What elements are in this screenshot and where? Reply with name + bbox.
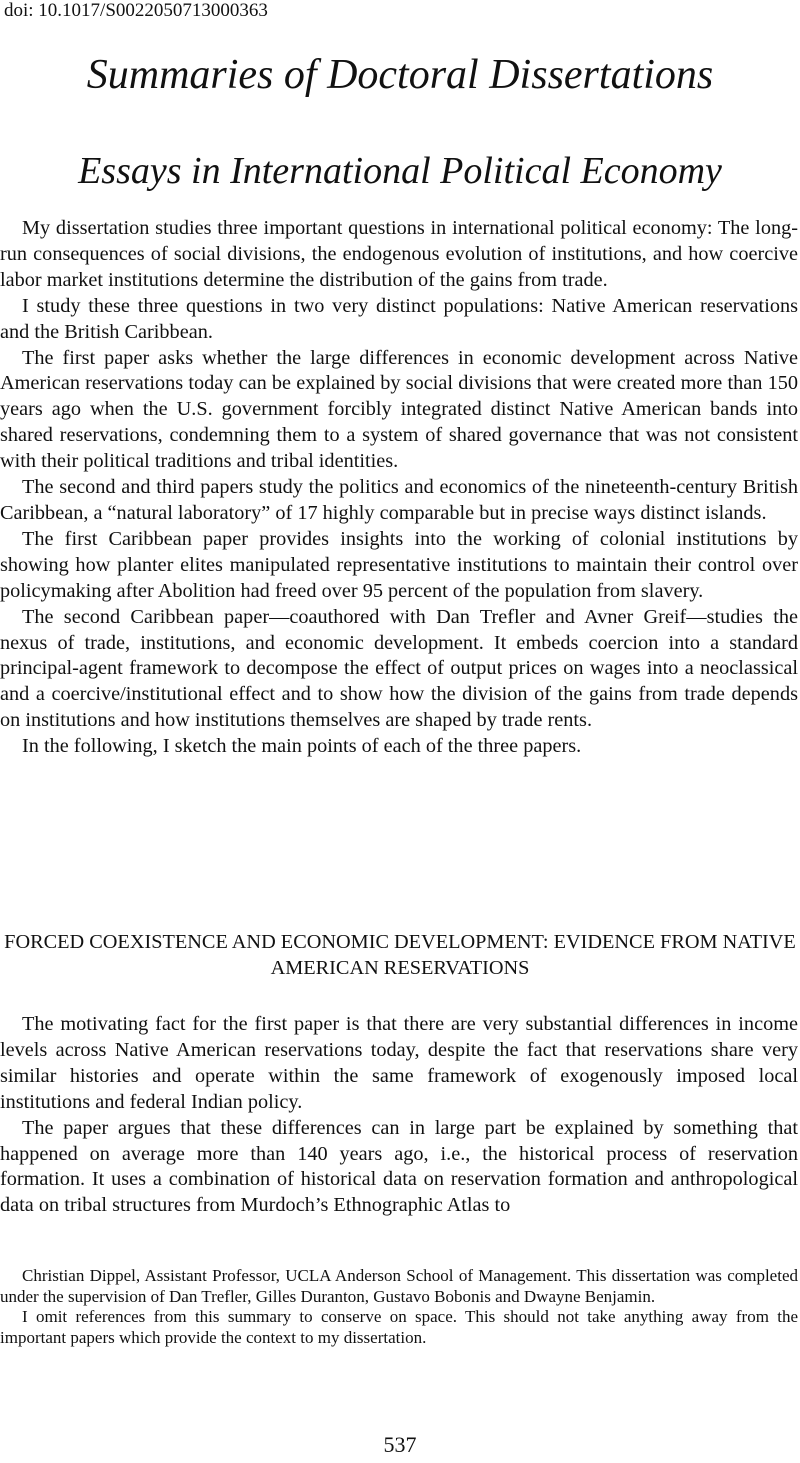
paragraph: The first paper asks whether the large differences in economic development across Native American reservations today can be explained by social divisions that were created more than 150 years ago when the U.S. government forcibly integrated distinct Native American bands into shared reservations, condemning them to a system of shared governance that was not consistent with their political traditions and tribal identities. xyxy=(0,346,798,473)
paragraph: The second and third papers study the politics and economics of the nineteenth-century British Caribbean, a “natural laboratory” of 17 highly comparable but in precise ways distinct islands. xyxy=(0,476,798,524)
intro-body xyxy=(0,216,798,760)
footnotes xyxy=(0,1266,798,1348)
paragraph: I study these three questions in two very distinct populations: Native American reservations and the British Caribbean. xyxy=(0,294,798,343)
paragraph: The paper argues that these differences can in large part be explained by something that happened on average more than 140 years ago, i.e., the historical process of reservation formation. It uses a combination of historical data on reservation formation and anthropological data on tribal structures from Murdoch’s Ethnographic Atlas to xyxy=(0,1116,798,1217)
footnote-author: Christian Dippel, Assistant Professor, UCLA Anderson School of Management. This dissertation was completed under the supervision of Dan Trefler, Gilles Duranton, Gustavo Bobonis and Dwayne Benjamin. xyxy=(0,1266,798,1306)
doi-line: doi: 10.1017/S0022050713000363 xyxy=(4,0,268,21)
section-heading: FORCED COEXISTENCE AND ECONOMIC DEVELOPMENT: EVIDENCE FROM NATIVE AMERICAN RESERVATIONS xyxy=(4,931,796,979)
paragraph: The first Caribbean paper provides insights into the working of colonial institutions by showing how planter elites manipulated representative institutions to maintain their control over policymaking after Abolition had freed over 95 percent of the population from slavery. xyxy=(0,527,798,602)
paragraph: The motivating fact for the first paper is that there are very substantial differences in income levels across Native American reservations today, despite the fact that reservations share very similar histories and operate within the same framework of exogenously imposed local institutions and federal Indian policy. xyxy=(0,1013,798,1113)
article-title: Essays in International Political Economy xyxy=(78,150,722,192)
journal-section-title: Summaries of Doctoral Dissertations xyxy=(86,52,714,98)
paragraph: The second Caribbean paper—coauthored with Dan Trefler and Avner Greif—studies the nexus of trade, institutions, and economic development. It embeds coercion into a standard principal-agent framework to decompose the effect of output prices on wages into a neoclassical and a coercive/institutional effect and to show how the division of the gains from trade depends on institutions and how institutions themselves are shaped by trade rents. xyxy=(0,605,798,732)
footnote-references: I omit references from this summary to conserve on space. This should not take anything away from the important papers which provide the context to my dissertation. xyxy=(0,1307,798,1347)
paragraph: My dissertation studies three important questions in international political economy: The long-run consequences of social divisions, the endogenous evolution of institutions, and how coercive labor market institutions determine the distribution of the gains from trade. xyxy=(0,217,798,291)
paragraph: In the following, I sketch the main points of each of the three papers. xyxy=(22,735,582,758)
section-body xyxy=(0,1012,798,1219)
page-number: 537 xyxy=(383,1432,417,1457)
